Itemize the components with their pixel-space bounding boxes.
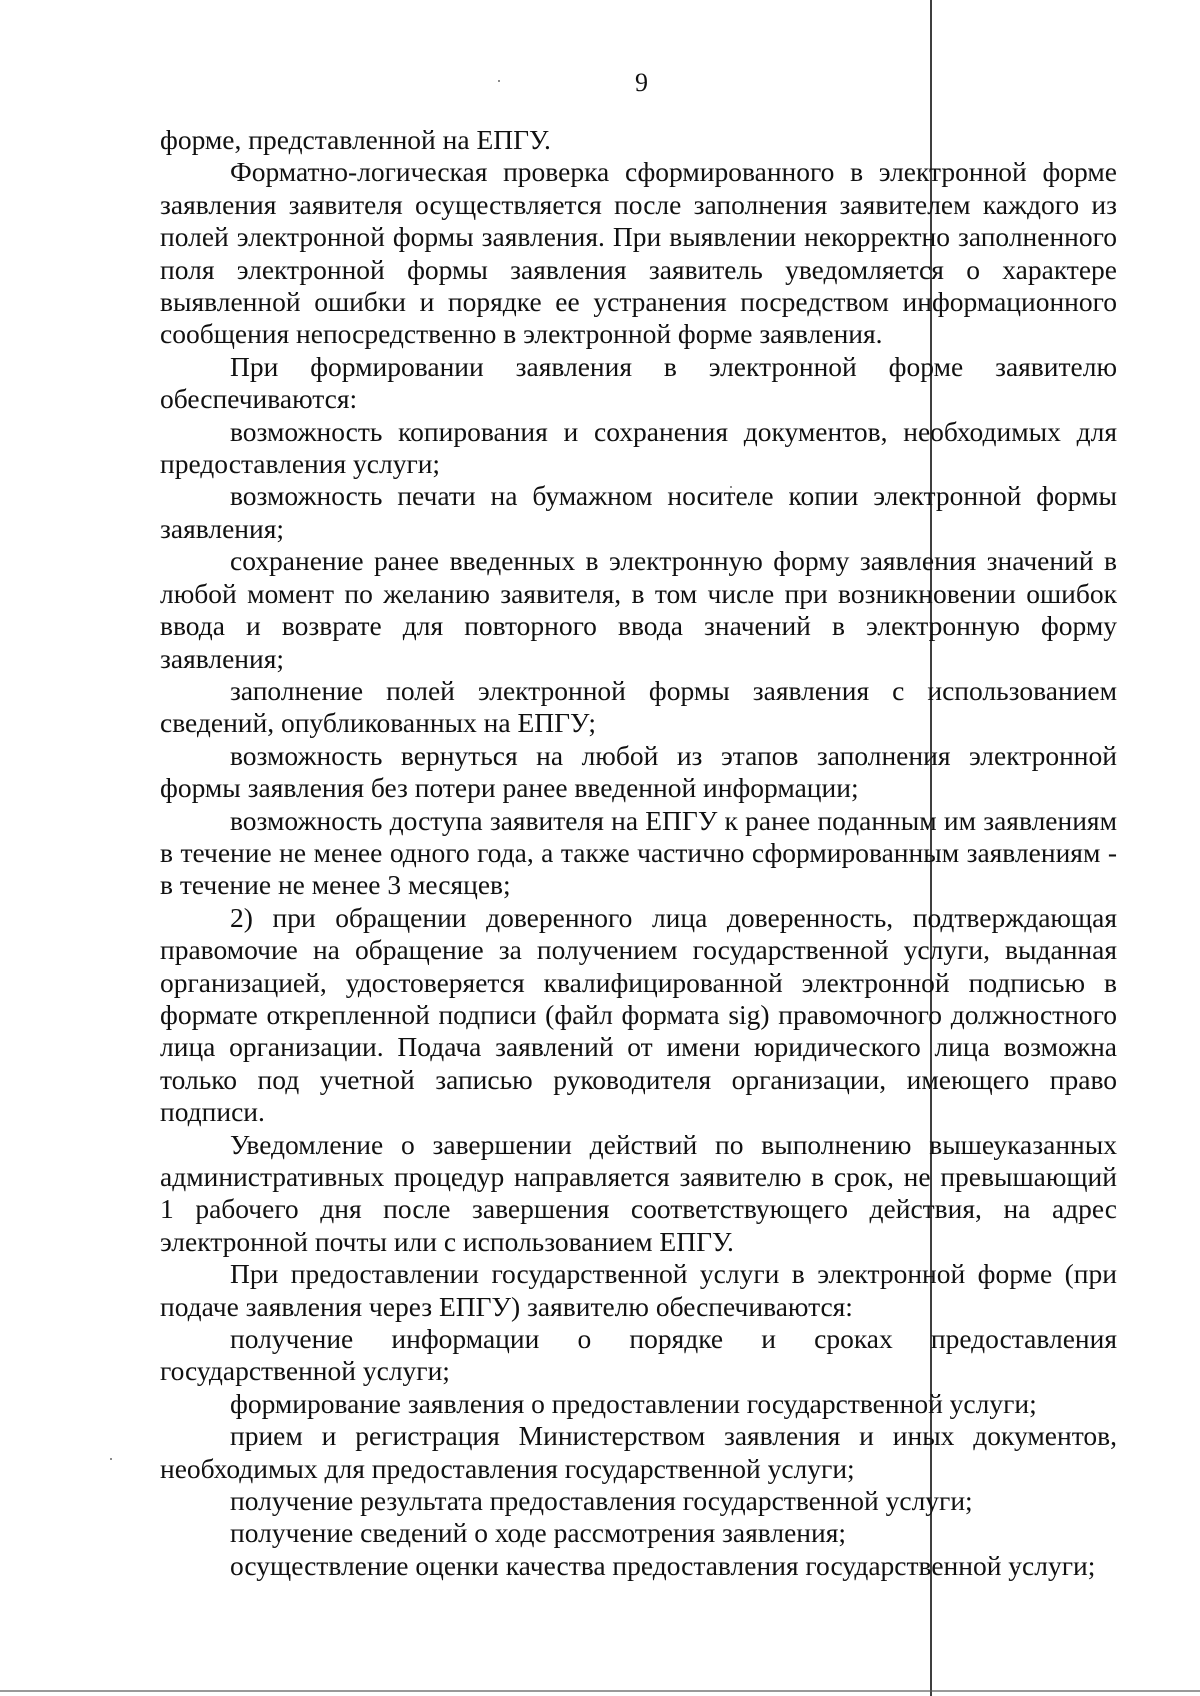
list-item: формирование заявления о предоставлении государственной услуги; xyxy=(230,1387,1037,1419)
paragraph: При предоставлении государственной услуги в электронной форме (при подаче заявления через ЕПГУ) заявителю обеспечиваются: xyxy=(160,1258,1117,1322)
list-item: заполнение полей электронной формы заявления с использованием сведений, опубликованных на ЕПГУ; xyxy=(160,674,1117,739)
list-item: осуществление оценки качества предоставления государственной услуги; xyxy=(230,1549,1096,1581)
page-number: 9 xyxy=(635,68,648,97)
list-item: возможность вернуться на любой из этапов заполнения электронной формы заявления без потери ранее введенной информации; xyxy=(160,739,1117,804)
paragraph: Форматно-логическая проверка сформированного в электронной форме заявления заявителя осуществляется после заполнения заявителем каждого из полей электронной формы заявления. При выявлении некорректно заполненного поля электронной формы заявления заявитель уведомляется о характере выявленной ошибки и порядке ее устранения посредством информационного сообщения непосредственно в электронной форме заявления. xyxy=(160,156,1117,350)
list-item: сохранение ранее введенных в электронную форму заявления значений в любой момент по желанию заявителя, в том числе при возникновении ошибок ввода и возврате для повторного ввода значений в электронную форму заявления; xyxy=(160,545,1117,674)
paragraph: форме, представленной на ЕПГУ. xyxy=(160,124,551,155)
scan-edge-line xyxy=(0,1690,1200,1692)
list-item: возможность печати на бумажном носителе копии электронной формы заявления; xyxy=(160,480,1117,544)
list-item: прием и регистрация Министерством заявления и иных документов, необходимых для предоставления государственной услуги; xyxy=(160,1420,1117,1484)
paragraph: 2) при обращении доверенного лица доверенность, подтверждающая правомочие на обращение за получением государственной услуги, выданная организацией, удостоверяется квалифицированной электронной подписью в формате открепленной подписи (файл формата sig) правомочного должностного лица организации. Подача заявлений от имени юридического лица возможна только под учетной записью руководителя организации, имеющего право подписи. xyxy=(160,901,1117,1128)
scan-speck xyxy=(110,1458,112,1460)
list-item: возможность доступа заявителя на ЕПГУ к ранее поданным им заявлениям в течение не менее одного года, а также частично сформированным заявлениям - в течение не менее 3 месяцев; xyxy=(160,804,1117,901)
list-item: получение результата предоставления государственной услуги; xyxy=(230,1485,973,1517)
document-body xyxy=(160,124,1117,1582)
list-item: получение сведений о ходе рассмотрения заявления; xyxy=(230,1517,846,1549)
paragraph: Уведомление о завершении действий по выполнению вышеуказанных административных процедур направляется заявителю в срок, не превышающий 1 рабочего дня после завершения соответствующего действия, на адрес электронной почты или с использованием ЕПГУ. xyxy=(160,1128,1117,1257)
list-item: получение информации о порядке и сроках предоставления государственной услуги; xyxy=(160,1323,1117,1387)
paragraph: При формировании заявления в электронной форме заявителю обеспечиваются: xyxy=(160,350,1117,415)
list-item: возможность копирования и сохранения документов, необходимых для предоставления услуги; xyxy=(160,415,1117,480)
